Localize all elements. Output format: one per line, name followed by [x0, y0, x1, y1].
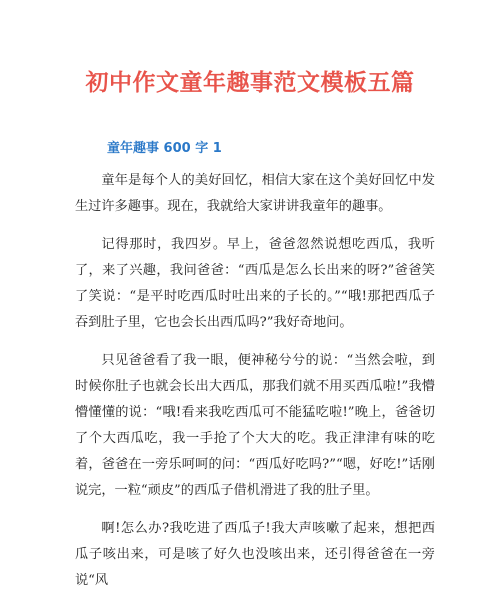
paragraph: 童年是每个人的美好回忆，相信大家在这个美好回忆中发生过许多趣事。现在，我就给大家讲讲我童年的趣事。 [75, 173, 435, 214]
article-body [75, 168, 435, 606]
paragraph: 记得那时，我四岁。早上，爸爸忽然说想吃西瓜，我听了，来了兴趣，我问爸爸：“西瓜是怎么长出来的呀?”爸爸笑了笑说：“是平时吃西瓜时吐出来的子长的。”“哦!那把西瓜子吞到肚子里，它也会长出西瓜吗?”我好奇地问。 [75, 237, 435, 330]
paragraph: 啊!怎么办?我吃进了西瓜子!我大声咳嗽了起来，想把西瓜子咳出来，可是咳了好久也没咳出来，还引得爸爸在一旁说“风 [75, 521, 435, 588]
paragraph: 只见爸爸看了我一眼，便神秘兮兮的说：“当然会啦，到时候你肚子也就会长出大西瓜，那我们就不用买西瓜啦!”我懵懵懂懂的说：“哦!看来我吃西瓜可不能猛吃啦!”晚上，爸爸切了个大西瓜吃，我一手抢了个大大的吃。我正津津有味的吃着，爸爸在一旁乐呵呵的问：“西瓜好吃吗?”“嗯，好吃!”话刚说完，一粒“顽皮”的西瓜子借机滑进了我的肚子里。 [75, 353, 435, 498]
document-title: 初中作文童年趣事范文模板五篇 [85, 70, 415, 96]
section-heading: 童年趣事 600 字 1 [107, 141, 222, 156]
